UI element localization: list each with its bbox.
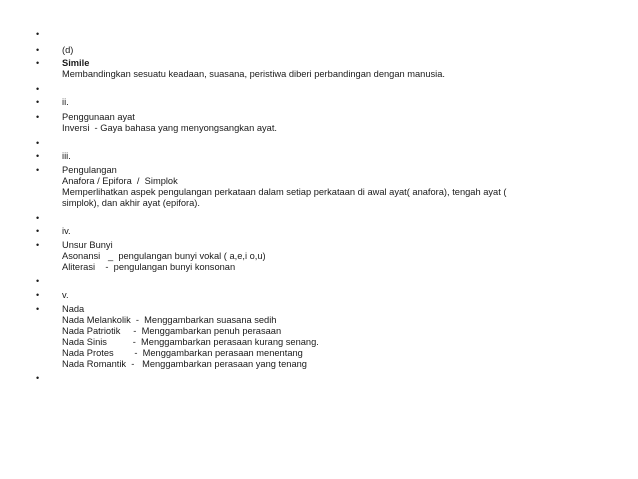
bullet-icon: •	[36, 165, 40, 175]
heading-pengulangan: Pengulangan	[62, 165, 117, 175]
section-label-iii: iii.	[62, 151, 71, 161]
bullet-icon: •	[36, 151, 40, 161]
bullet-icon: •	[36, 240, 40, 250]
text-anafora-epifora-simplok: Anafora / Epifora / Simplok	[62, 175, 178, 186]
text-nada-patriotik: Nada Patriotik - Menggambarkan penuh perasaan	[62, 325, 282, 336]
section-label-iv: iv.	[62, 226, 71, 236]
heading-penggunaan-ayat: Penggunaan ayat	[62, 112, 135, 122]
bullet-icon: •	[36, 112, 40, 122]
section-label-ii: ii.	[62, 97, 69, 107]
heading-simile: Simile	[62, 58, 90, 68]
text-inversi: Inversi - Gaya bahasa yang menyongsangkan ayat.	[62, 122, 277, 133]
bullet-icon: •	[36, 97, 40, 107]
text-asonansi: Asonansi _ pengulangan bunyi vokal ( a,e,i o,u)	[62, 250, 266, 261]
bullet-icon: •	[36, 226, 40, 236]
bullet-icon: •	[36, 29, 40, 39]
text-nada-romantik: Nada Romantik - Menggambarkan perasaan yang tenang	[62, 358, 307, 369]
text-nada-protes: Nada Protes - Menggambarkan perasaan menentang	[62, 347, 303, 358]
bullet-icon: •	[36, 84, 40, 94]
bullet-icon: •	[36, 373, 40, 383]
text-nada-melankolik: Nada Melankolik - Menggambarkan suasana sedih	[62, 314, 277, 325]
bullet-icon: •	[36, 290, 40, 300]
heading-nada: Nada	[62, 304, 85, 314]
bullet-icon: •	[36, 138, 40, 148]
section-label-v: v.	[62, 290, 69, 300]
bullet-icon: •	[36, 276, 40, 286]
bullet-icon: •	[36, 213, 40, 223]
bullet-icon: •	[36, 45, 40, 55]
text-simile-description: Membandingkan sesuatu keadaan, suasana, peristiwa diberi perbandingan dengan manusia.	[62, 68, 445, 79]
text-aliterasi: Aliterasi - pengulangan bunyi konsonan	[62, 261, 236, 272]
heading-unsur-bunyi: Unsur Bunyi	[62, 240, 113, 250]
text-pengulangan-description-1: Memperlihatkan aspek pengulangan perkataan dalam setiap perkataan di awal ayat( anafora), tengah ayat (	[62, 186, 507, 197]
text-nada-sinis: Nada Sinis - Menggambarkan perasaan kurang senang.	[62, 336, 319, 347]
section-label-d: (d)	[62, 45, 74, 55]
text-pengulangan-description-2: simplok), dan akhir ayat (epifora).	[62, 197, 200, 208]
bullet-icon: •	[36, 58, 40, 68]
bullet-icon: •	[36, 304, 40, 314]
